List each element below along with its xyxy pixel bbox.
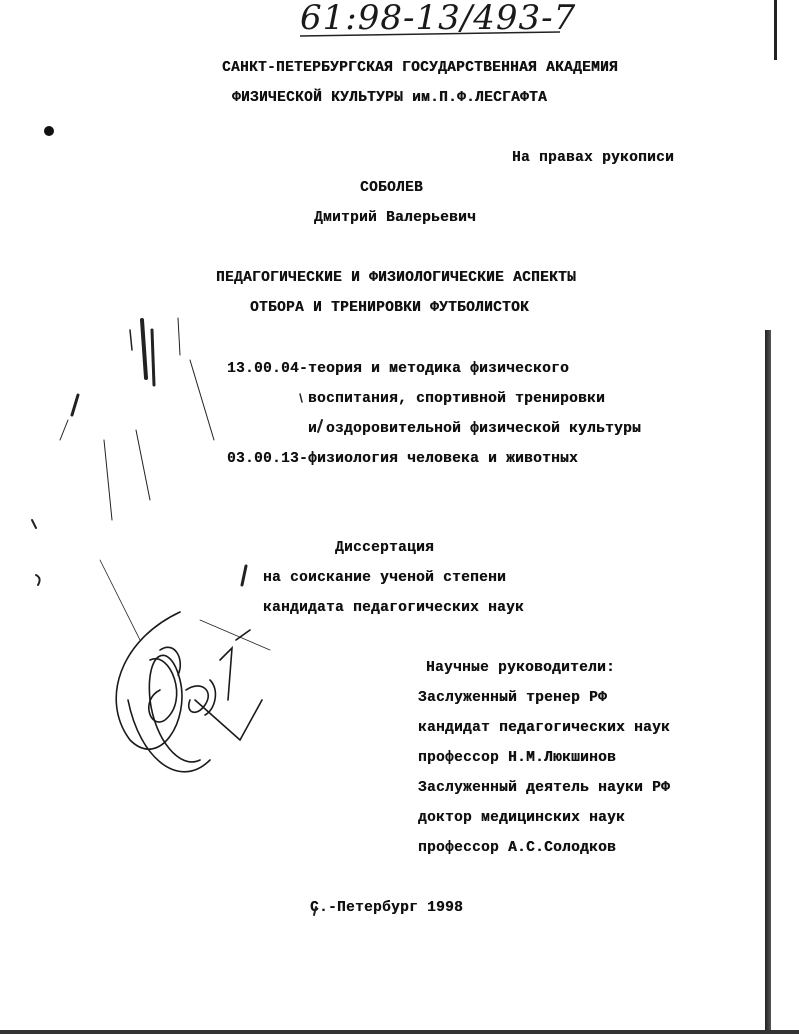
degree-field-line: кандидата педагогических наук <box>263 600 525 616</box>
institution-line-1: САНКТ-ПЕТЕРБУРГСКАЯ ГОСУДАРСТВЕННАЯ АКАДЕМИЯ <box>222 60 619 76</box>
advisor-line-1: Заслуженный тренер РФ <box>418 690 608 706</box>
dissertation-label: Диссертация <box>335 540 435 556</box>
scan-edge-right <box>765 330 771 1034</box>
archive-number-handwritten: 61:98-13/493-7 <box>300 0 577 38</box>
title-line-1: ПЕДАГОГИЧЕСКИЕ И ФИЗИОЛОГИЧЕСКИЕ АСПЕКТЫ <box>216 270 577 286</box>
advisor-line-2: кандидат педагогических наук <box>418 720 671 736</box>
specialty-line-4: 03.00.13-физиология человека и животных <box>227 451 579 467</box>
hole-punch-mark-icon <box>44 126 54 136</box>
handwritten-underline <box>300 32 560 36</box>
manuscript-note: На правах рукописи <box>512 150 675 166</box>
specialty-line-1: 13.00.04-теория и методика физического <box>227 361 570 377</box>
scan-edge-bottom <box>0 1030 799 1034</box>
advisor-line-4: Заслуженный деятель науки РФ <box>418 780 671 796</box>
scan-noise-marks <box>32 318 322 915</box>
advisor-line-3: профессор Н.М.Люкшинов <box>418 750 617 766</box>
advisors-heading: Научные руководители: <box>426 660 616 676</box>
specialty-line-2: воспитания, спортивной тренировки <box>308 391 606 407</box>
title-line-2: ОТБОРА И ТРЕНИРОВКИ ФУТБОЛИСТОК <box>250 300 530 316</box>
degree-line: на соискание ученой степени <box>263 570 507 586</box>
scan-edge-top-right <box>774 0 777 60</box>
institution-line-2: ФИЗИЧЕСКОЙ КУЛЬТУРЫ им.П.Ф.ЛЕСГАФТА <box>232 90 548 106</box>
advisor-line-5: доктор медицинских наук <box>418 810 626 826</box>
advisor-line-6: профессор А.С.Солодков <box>418 840 617 856</box>
author-given-names: Дмитрий Валерьевич <box>314 210 477 226</box>
author-surname: СОБОЛЕВ <box>360 180 424 196</box>
specialty-line-3: и оздоровительной физической культуры <box>308 421 642 437</box>
place-year: С.-Петербург 1998 <box>310 900 464 916</box>
